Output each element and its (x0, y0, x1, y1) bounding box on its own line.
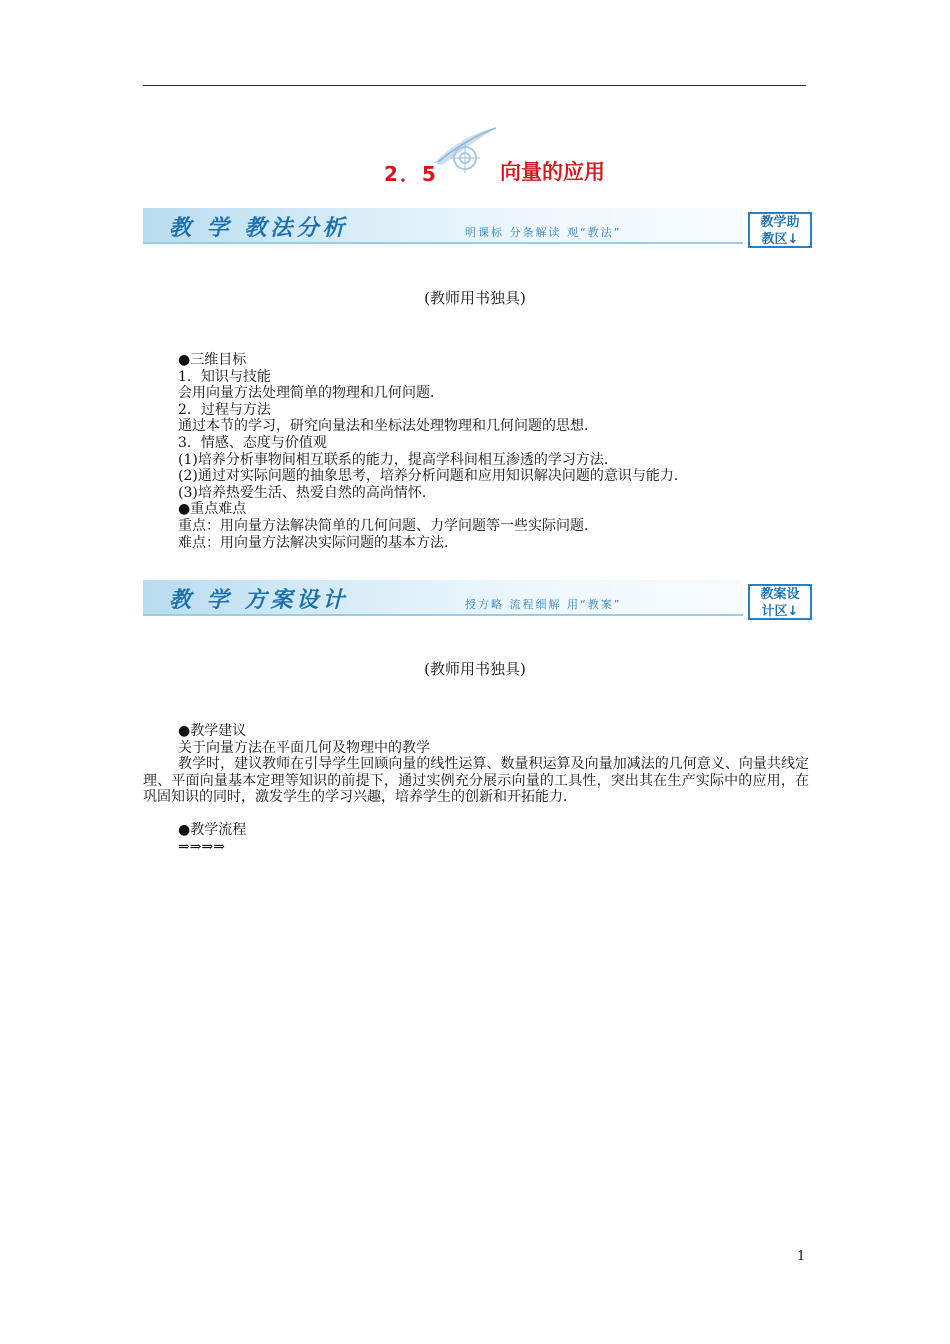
target-arrow-icon (432, 125, 498, 187)
banner-box (748, 584, 812, 620)
teaching-advice-paragraph: 教学时，建议教师在引导学生回顾向量的线性运算、数量积运算及向量加减法的几何意义、向量共线定理、平面向量基本定理等知识的前提下，通过实例充分展示向量的工具性，突出其在生产实际中的应用，在巩固知识的同时，激发学生的学习兴趣，培养学生的创新和开拓能力． (143, 756, 809, 806)
banner-box-line1: 教学助 (760, 215, 800, 230)
text-line: (2)通过对实际问题的抽象思考，培养分析问题和应用知识解决问题的意识与能力． (178, 468, 688, 485)
banner-sub-text: 授方略 流程细解 用“教案” (465, 598, 622, 611)
banner-sub-text: 明课标 分条解读 观“教法” (465, 226, 622, 239)
section-heading: 向量的应用 (500, 160, 605, 184)
objectives-section (178, 352, 818, 551)
section-title (0, 125, 950, 195)
banner-box (748, 212, 812, 248)
teacher-only-note: (教师用书独具) (424, 289, 526, 307)
banner-box-line1: 教案设 (760, 587, 800, 602)
banner-teaching-analysis (143, 200, 815, 250)
section-number: 2．5 (384, 162, 438, 186)
banner-plan-design (143, 572, 815, 622)
text-line: 3．情感、态度与价值观 (178, 434, 327, 451)
text-line: 2．过程与方法 (178, 401, 271, 418)
text-line: ●重点难点 (178, 501, 247, 518)
banner-main-text: 教 学 教法分析 (169, 215, 349, 241)
text-line: 难点：用向量方法解决实际问题的基本方法． (178, 534, 458, 551)
teacher-only-note: (教师用书独具) (424, 660, 526, 678)
text-line: (1)培养分析事物间相互联系的能力，提高学科间相互渗透的学习方法． (178, 451, 618, 468)
text-line: 会用向量方法处理简单的物理和几何问题． (178, 385, 444, 402)
teaching-flow-section (178, 822, 818, 855)
banner-box-line2: 计区↓ (761, 604, 799, 619)
header-rule (143, 85, 806, 86)
banner-main-text: 教 学 方案设计 (169, 587, 349, 613)
text-line: 通过本节的学习，研究向量法和坐标法处理物理和几何问题的思想． (178, 418, 598, 435)
text-line: 1．知识与技能 (178, 368, 271, 385)
flow-arrows: ⇒⇒⇒⇒ (178, 838, 225, 855)
text-line: ●教学流程 (178, 822, 247, 838)
teaching-advice-heading (178, 723, 818, 756)
text-line: ●教学建议 (178, 723, 247, 739)
text-line: (3)培养热爱生活、热爱自然的高尚情怀． (178, 484, 436, 501)
banner-box-line2: 教区↓ (761, 232, 799, 247)
text-line: 重点：用向量方法解决简单的几何问题、力学问题等一些实际问题． (178, 517, 598, 534)
text-line: ●三维目标 (178, 352, 247, 368)
page-number: 1 (797, 1249, 806, 1264)
text-line: 关于向量方法在平面几何及物理中的教学 (178, 739, 430, 756)
